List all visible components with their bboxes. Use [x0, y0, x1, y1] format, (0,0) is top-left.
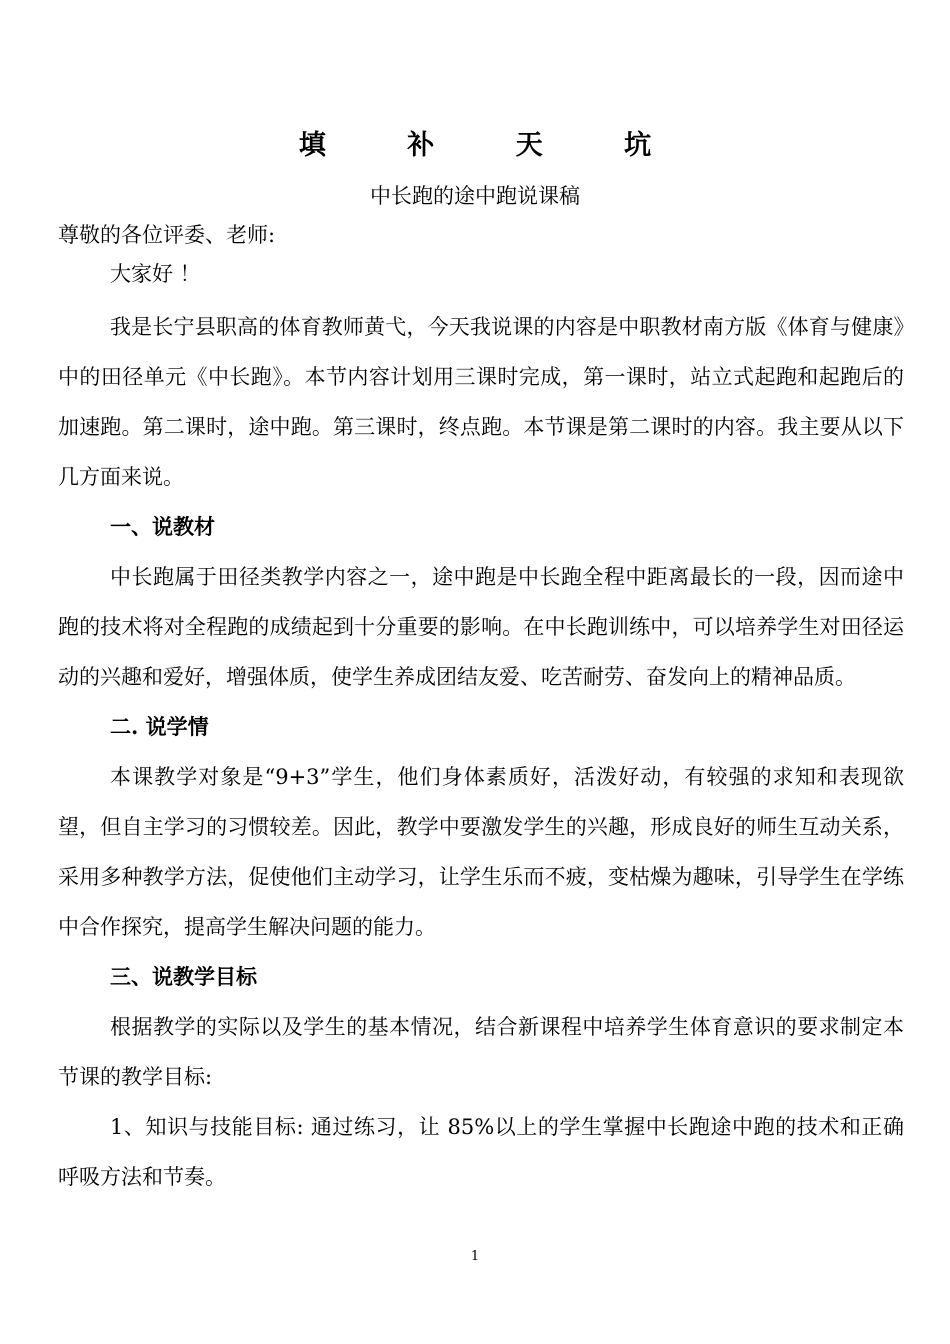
greeting: 大家好 ！: [110, 262, 201, 286]
page-number: 1: [470, 1249, 480, 1264]
section-heading-textbook: 一、说教材: [110, 514, 215, 539]
section-heading-students: 二. 说学情: [110, 714, 209, 739]
section-text-students: 本课教学对象是“9+3”学生，他们身体素质好，活泼好动，有较强的求知和表现欲望，但自主学习的习惯较差。因此，教学中要激发学生的兴趣，形成良好的师生互动关系，采用多种教学方法，促使他们主动学习，让学生乐而不疲，变枯燥为趣味，引导学生在学练中合作探究，提高学生解决问题的能力。: [58, 765, 904, 939]
intro-paragraph: 我是长宁县职高的体育教师黄弋，今天我说课的内容是中职教材南方版《体育与健康》中的田径单元《中长跑》。本节内容计划用三课时完成，第一课时，站立式起跑和起跑后的加速跑。第二课时，途中跑。第三课时，终点跑。本节课是第二课时的内容。我主要从以下几方面来说。: [58, 315, 904, 489]
section-heading-goals: 三、说教学目标: [110, 964, 257, 989]
document-subtitle: 中长跑的途中跑说课稿: [370, 184, 580, 208]
document-title: 填 补 天 坑: [298, 130, 688, 161]
section-text-textbook: 中长跑属于田径类教学内容之一，途中跑是中长跑全程中距离最长的一段，因而途中跑的技术将对全程跑的成绩起到十分重要的影响。在中长跑训练中，可以培养学生对田径运动的兴趣和爱好，增强体质，使学生养成团结友爱、吃苦耐劳、奋发向上的精神品质。: [58, 565, 904, 689]
salutation: 尊敬的各位评委、老师:: [58, 223, 276, 247]
section-text-goals: 根据教学的实际以及学生的基本情况，结合新课程中培养学生体育意识的要求制定本节课的教学目标:: [58, 1015, 904, 1089]
document-body: [58, 216, 904, 1202]
goal-knowledge-skills: 1、知识与技能目标: 通过练习，让 85%以上的学生掌握中长跑途中跑的技术和正确呼吸方法和节奏。: [58, 1115, 904, 1189]
